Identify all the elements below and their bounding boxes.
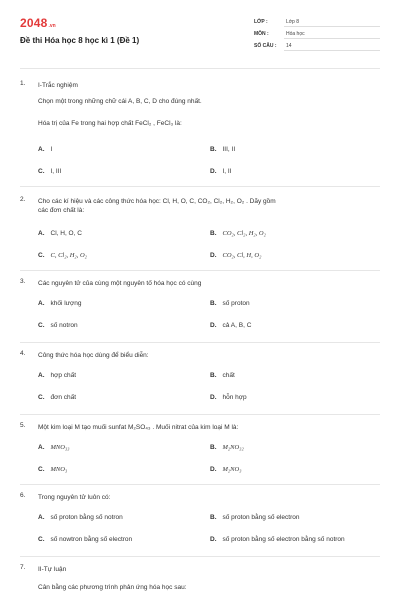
option-b[interactable]: B. chất <box>210 372 235 379</box>
question-prompt: Hóa trị của Fe trong hai hợp chất FeCl₂ , FeCl₃ là: <box>38 120 182 127</box>
question-instruction: Chọn một trong những chữ cái A, B, C, D cho đúng nhất. <box>38 98 202 105</box>
info-key: LỚP : <box>254 19 268 25</box>
option-c[interactable]: C. MNO₃ <box>38 466 68 473</box>
question-text: Công thức hóa học dùng để biểu diễn: <box>38 352 149 359</box>
divider <box>20 484 380 485</box>
option-d[interactable]: D. M₂NO₃ <box>210 466 242 473</box>
option-d[interactable]: D. I, II <box>210 168 232 175</box>
info-value: Hóa học <box>286 31 305 37</box>
divider <box>20 270 380 271</box>
question-instruction: Cân bằng các phương trình phản ứng hóa học sau: <box>38 584 187 591</box>
question-number: 6. <box>20 492 26 499</box>
option-a[interactable]: A. MNO₃₃ <box>38 444 70 451</box>
option-c[interactable]: C. số notron <box>38 322 78 329</box>
divider <box>20 68 380 69</box>
divider <box>20 342 380 343</box>
option-a[interactable]: A. Cl, H, O, C <box>38 230 82 237</box>
site-logo[interactable] <box>20 16 56 30</box>
question-number: 3. <box>20 278 26 285</box>
option-b[interactable]: B. III, II <box>210 146 236 153</box>
option-b[interactable]: B. CO₂, Cl₂, H₂, O₂ <box>210 230 266 237</box>
divider <box>20 414 380 415</box>
option-d[interactable]: D. cả A, B, C <box>210 322 252 329</box>
option-c[interactable]: C. đơn chất <box>38 394 77 401</box>
question-text: Cho các kí hiệu và các công thức hóa học: Cl, H, O, C, CO₂, Cl₂, H₂, O₂ . Dãy gồm <box>38 198 276 205</box>
question-text: Một kim loại M tạo muối sunfat M₂SO₄₃ . Muối nitrat của kim loại M là: <box>38 424 239 431</box>
exam-title: Đề thi Hóa học 8 học kì 1 (Đề 1) <box>20 36 140 45</box>
question-number: 5. <box>20 422 26 429</box>
question-text: Các nguyên tử của cùng một nguyên tố hóa học có cùng <box>38 280 202 287</box>
option-b[interactable]: B. M₂NO₃₂ <box>210 444 244 451</box>
question-text-cont: các đơn chất là: <box>38 207 85 214</box>
option-a[interactable]: A. I <box>38 146 53 153</box>
question-number: 1. <box>20 80 26 87</box>
question-number: 4. <box>20 350 26 357</box>
option-d[interactable]: D. hỗn hợp <box>210 394 247 401</box>
info-key: SỐ CÂU : <box>254 43 277 49</box>
info-row-class <box>254 16 380 28</box>
question-number: 7. <box>20 564 26 571</box>
question-number: 2. <box>20 196 26 203</box>
option-a[interactable]: A. hợp chất <box>38 372 77 379</box>
info-row-count <box>254 40 380 52</box>
option-b[interactable]: B. số proton bằng số electron <box>210 514 300 521</box>
exam-header <box>20 16 380 60</box>
logo-text: 2048 <box>20 16 48 30</box>
info-value: Lớp 8 <box>286 19 300 25</box>
option-c[interactable]: C. số nowtron bằng số electron <box>38 536 133 543</box>
divider <box>20 186 380 187</box>
option-d[interactable]: D. CO₂, Cl, H, O₂ <box>210 252 262 259</box>
info-value: 14 <box>286 43 292 49</box>
option-c[interactable]: C. I, III <box>38 168 62 175</box>
option-b[interactable]: B. số proton <box>210 300 250 307</box>
question-text: II-Tự luận <box>38 566 67 573</box>
option-d[interactable]: D. số proton bằng số electron bằng số notron <box>210 536 345 543</box>
divider <box>20 556 380 557</box>
option-a[interactable]: A. số proton bằng số notron <box>38 514 123 521</box>
info-row-subject <box>254 28 380 40</box>
logo-domain: .vn <box>48 23 56 29</box>
question-text: Trong nguyên tử luôn có: <box>38 494 111 501</box>
option-a[interactable]: A. khối lượng <box>38 300 82 307</box>
option-c[interactable]: C. C, Cl₂, H₂, O₂ <box>38 252 87 259</box>
question-text: I-Trắc nghiệm <box>38 82 78 89</box>
exam-info <box>254 16 380 52</box>
info-key: MÔN : <box>254 31 269 37</box>
